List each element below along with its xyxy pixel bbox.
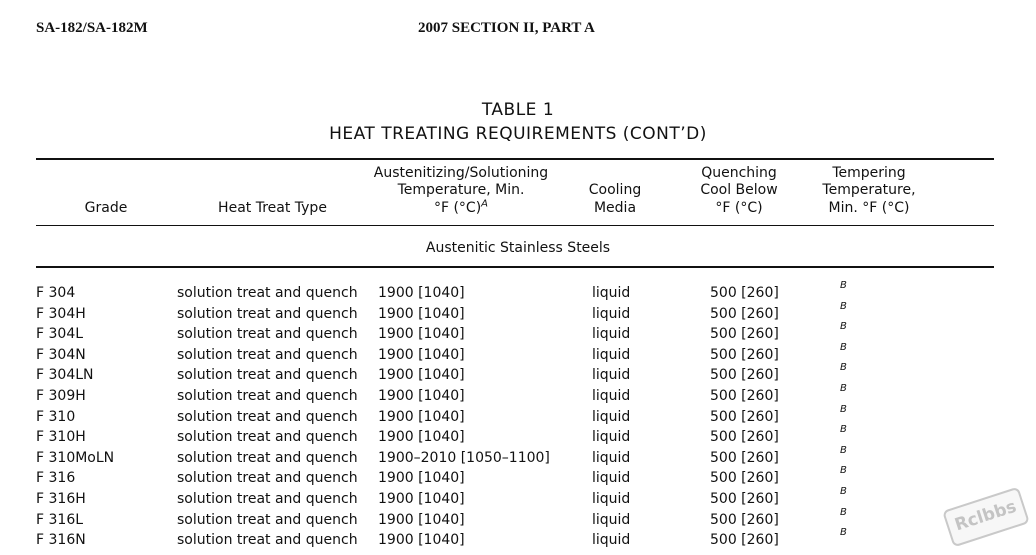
heat-treat-type-cell: solution treat and quench	[177, 367, 358, 384]
grade-cell: F 316N	[36, 532, 86, 549]
table-row	[0, 527, 1036, 553]
austenitizing-temp-cell: 1900–2010 [1050–1100]	[378, 449, 550, 466]
spec-id: SA-182/SA-182M	[36, 20, 148, 36]
table-row	[0, 403, 1036, 430]
table-row	[0, 444, 1036, 471]
austenitizing-temp-cell: 1900 [1040]	[378, 305, 465, 322]
table-number: TABLE 1	[481, 100, 555, 120]
heat-treat-type-cell: solution treat and quench	[177, 285, 358, 301]
austenitizing-temp-cell: 1900 [1040]	[378, 511, 465, 528]
section-heading: Austenitic Stainless Steels	[425, 240, 611, 256]
table-row	[0, 280, 1036, 306]
quench-temp-cell: 500 [260]	[710, 305, 779, 322]
grade-cell: F 304LN	[36, 367, 94, 384]
quench-temp-cell: 500 [260]	[710, 408, 779, 425]
running-header	[36, 20, 1000, 40]
tempering-note-cell: B	[840, 485, 847, 497]
heat-treat-type-cell: solution treat and quench	[177, 408, 358, 425]
section-rule	[36, 266, 994, 268]
quench-temp-cell: 500 [260]	[710, 511, 779, 528]
column-header-quenching: Quenching Cool Below °F (°C)	[700, 164, 778, 216]
tempering-note-cell: B	[840, 506, 847, 518]
footnote-a-marker: A	[481, 197, 489, 209]
heat-treat-type-cell: solution treat and quench	[177, 387, 358, 404]
cooling-media-cell: liquid	[592, 305, 631, 322]
grade-cell: F 310MoLN	[36, 449, 115, 466]
quench-temp-cell: 500 [260]	[710, 470, 779, 487]
table-body	[0, 280, 1036, 553]
tempering-note-cell: B	[840, 403, 847, 415]
grade-cell: F 316L	[36, 511, 84, 528]
quench-temp-cell: 500 [260]	[710, 429, 779, 446]
tempering-note-cell: B	[840, 341, 847, 353]
cooling-media-cell: liquid	[592, 346, 631, 363]
cooling-media-cell: liquid	[592, 285, 631, 301]
austenitizing-temp-cell: 1900 [1040]	[378, 326, 465, 343]
table-row	[0, 485, 1036, 512]
quench-temp-cell: 500 [260]	[710, 387, 779, 404]
cooling-media-cell: liquid	[592, 408, 631, 425]
austenitizing-temp-cell: 1900 [1040]	[378, 346, 465, 363]
heat-treat-type-cell: solution treat and quench	[177, 326, 358, 343]
cooling-media-cell: liquid	[592, 449, 631, 466]
austenitizing-temp-cell: 1900 [1040]	[378, 532, 465, 549]
grade-cell: F 304	[36, 285, 76, 301]
austenitizing-temp-cell: 1900 [1040]	[378, 367, 465, 384]
table-title: HEAT TREATING REQUIREMENTS (CONT’D)	[329, 124, 707, 144]
cooling-media-cell: liquid	[592, 367, 631, 384]
cooling-media-cell: liquid	[592, 470, 631, 487]
heat-treat-type-cell: solution treat and quench	[177, 490, 358, 507]
section-title: 2007 SECTION II, PART A	[418, 20, 595, 36]
heat-treat-type-cell: solution treat and quench	[177, 305, 358, 322]
cooling-media-cell: liquid	[592, 490, 631, 507]
cooling-media-cell: liquid	[592, 511, 631, 528]
heat-treat-type-cell: solution treat and quench	[177, 470, 358, 487]
table-row	[0, 362, 1036, 388]
quench-temp-cell: 500 [260]	[710, 449, 779, 466]
column-header-grade: Grade	[84, 199, 128, 216]
tempering-note-cell: B	[840, 321, 847, 333]
column-header-cooling-media: Cooling Media	[588, 182, 642, 216]
quench-temp-cell: 500 [260]	[710, 346, 779, 363]
table-top-rule	[36, 158, 994, 160]
column-header-heat-treat-type: Heat Treat Type	[218, 199, 327, 216]
column-header-tempering: Tempering Temperature, Min. °F (°C)	[822, 164, 916, 216]
grade-cell: F 316	[36, 470, 76, 487]
tempering-note-cell: B	[840, 465, 847, 477]
table-row	[0, 465, 1036, 491]
austenitizing-temp-cell: 1900 [1040]	[378, 387, 465, 404]
austenitizing-temp-cell: 1900 [1040]	[378, 470, 465, 487]
quench-temp-cell: 500 [260]	[710, 367, 779, 384]
grade-cell: F 304L	[36, 326, 84, 343]
tempering-note-cell: B	[840, 382, 847, 394]
heat-treat-type-cell: solution treat and quench	[177, 429, 358, 446]
austenitizing-temp-cell: 1900 [1040]	[378, 408, 465, 425]
grade-cell: F 304H	[36, 305, 86, 322]
tempering-note-cell: B	[840, 300, 847, 312]
quench-temp-cell: 500 [260]	[710, 326, 779, 343]
watermark-logo: Rclbbs	[942, 487, 1030, 548]
grade-cell: F 309H	[36, 387, 86, 404]
tempering-note-cell: B	[840, 527, 847, 539]
grade-cell: F 310	[36, 408, 76, 425]
cooling-media-cell: liquid	[592, 429, 631, 446]
column-header-austenitizing: Austenitizing/Solutioning Temperature, Min. °F $(^\circ C)^A$	[373, 164, 549, 216]
quench-temp-cell: 500 [260]	[710, 490, 779, 507]
cooling-media-cell: liquid	[592, 387, 631, 404]
table-row	[0, 321, 1036, 347]
austenitizing-temp-cell: 1900 [1040]	[378, 490, 465, 507]
heat-treat-type-cell: solution treat and quench	[177, 449, 358, 466]
austenitizing-temp-cell: 1900 [1040]	[378, 285, 465, 301]
tempering-note-cell: B	[840, 424, 847, 436]
tempering-note-cell: B	[840, 444, 847, 456]
grade-cell: F 310H	[36, 429, 86, 446]
cooling-media-cell: liquid	[592, 326, 631, 343]
tempering-note-cell: B	[840, 362, 847, 374]
austenitizing-temp-cell: 1900 [1040]	[378, 429, 465, 446]
grade-cell: F 304N	[36, 346, 86, 363]
table-row	[0, 424, 1036, 450]
heat-treat-type-cell: solution treat and quench	[177, 346, 358, 363]
quench-temp-cell: 500 [260]	[710, 532, 779, 549]
table-row	[0, 506, 1036, 533]
table-row	[0, 300, 1036, 327]
grade-cell: F 316H	[36, 490, 86, 507]
table-row	[0, 341, 1036, 368]
heat-treat-type-cell: solution treat and quench	[177, 511, 358, 528]
table-row	[0, 382, 1036, 409]
heat-treat-type-cell: solution treat and quench	[177, 532, 358, 549]
quench-temp-cell: 500 [260]	[710, 285, 779, 301]
cooling-media-cell: liquid	[592, 532, 631, 549]
tempering-note-cell: B	[840, 280, 847, 291]
header-rule	[36, 225, 994, 226]
